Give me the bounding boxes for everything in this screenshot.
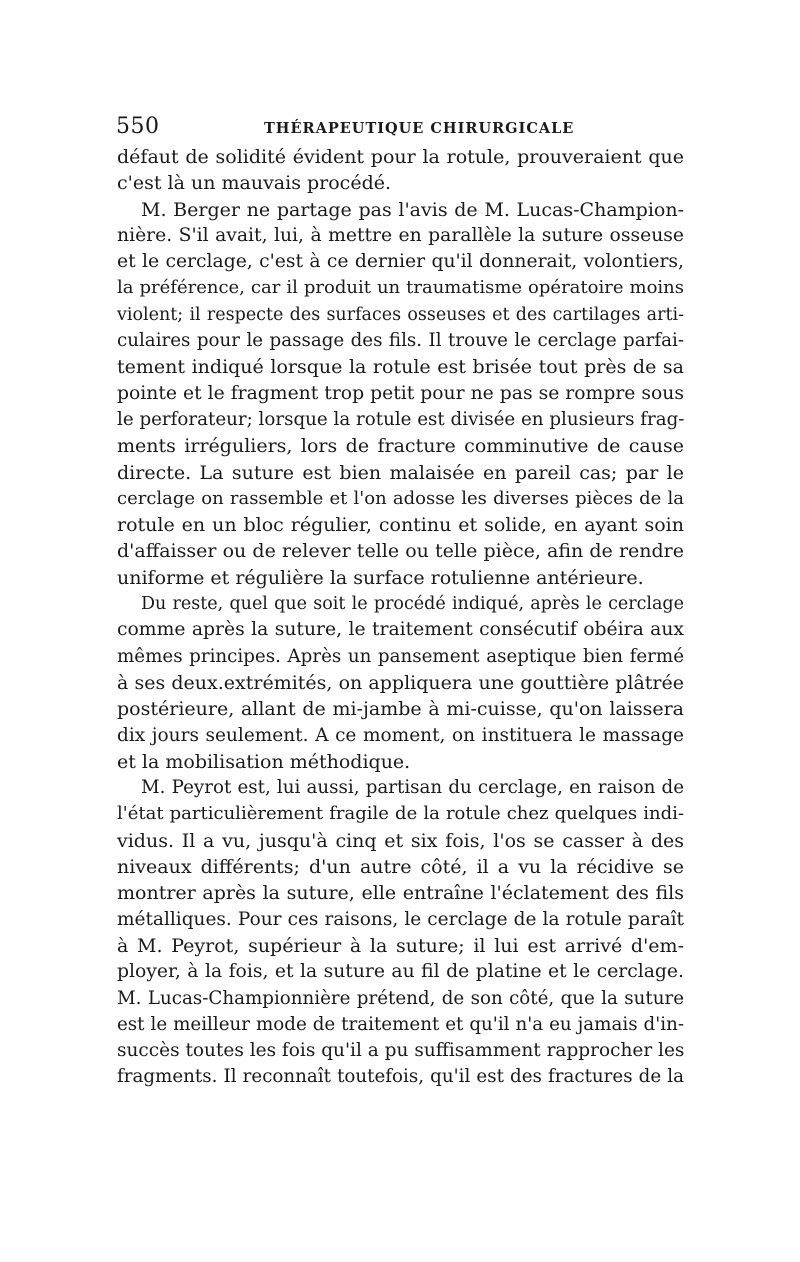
text-line: mêmes principes. Après un pansement aseptique bien fermé <box>117 645 684 667</box>
text-line: Du reste, quel que soit le procédé indiqué, après le cerclage <box>141 594 684 615</box>
running-head <box>116 114 684 144</box>
text-line: à M. Peyrot, supérieur à la suture; il lui est arrivé d'em- <box>117 934 684 957</box>
text-line: ployer, à la fois, et la suture au fil de platine et le cerclage. <box>117 961 684 983</box>
text-line: l'état particulièrement fragile de la rotule chez quelques indi- <box>117 803 684 825</box>
text-line: est le meilleur mode de traitement et qu'il n'a eu jamais d'in- <box>117 1013 684 1035</box>
text-line: postérieure, allant de mi-jambe à mi-cuisse, qu'on laissera <box>117 698 684 721</box>
text-line: M. Berger ne partage pas l'avis de M. Lucas-Champion- <box>141 198 684 221</box>
text-line: culaires pour le passage des fils. Il trouve le cerclage parfai- <box>117 330 684 352</box>
text-line: montrer après la suture, elle entraîne l'éclatement des fils <box>117 882 684 905</box>
text-line: la préférence, car il produit un traumatisme opératoire moins <box>117 277 684 299</box>
text-line: à ses deux.extrémités, on appliquera une gouttière plâtrée <box>117 671 684 694</box>
text-line: tement indiqué lorsque la rotule est brisée tout près de sa <box>117 356 684 379</box>
text-line: vidus. Il a vu, jusqu'à cinq et six fois, l'os se casser à des <box>117 829 684 852</box>
text-line: c'est là un mauvais procédé. <box>117 172 392 195</box>
text-line: défaut de solidité évident pour la rotule, prouveraient que <box>117 146 684 168</box>
text-line: cerclage on rassemble et l'on adosse les diverses pièces de la <box>117 487 684 509</box>
body-text <box>117 144 684 1091</box>
text-line: métalliques. Pour ces raisons, le cerclage de la rotule paraît <box>117 908 684 930</box>
text-line: comme après la suture, le traitement consécutif obéira aux <box>117 619 684 641</box>
text-line: niveaux différents; d'un autre côté, il a vu la récidive se <box>117 856 684 879</box>
text-line: et le cerclage, c'est à ce dernier qu'il donnerait, volontiers, <box>117 251 684 273</box>
text-line: le perforateur; lorsque la rotule est divisée en plusieurs frag- <box>117 408 685 430</box>
text-line: pointe et le fragment trop petit pour ne pas se rompre sous <box>117 382 684 404</box>
text-line: uniforme et régulière la surface rotulienne antérieure. <box>117 566 644 589</box>
page-number: 550 <box>116 114 160 139</box>
text-line: violent; il respecte des surfaces osseuses et des cartilages arti- <box>117 304 684 325</box>
text-line: succès toutes les fois qu'il a pu suffisamment rapprocher les <box>117 1040 685 1062</box>
text-line: nière. S'il avait, lui, à mettre en parallèle la suture osseuse <box>117 224 684 246</box>
text-line: dix jours seulement. A ce moment, on instituera le massage <box>117 724 684 746</box>
text-line: et la mobilisation méthodique. <box>117 750 411 773</box>
text-line: fragments. Il reconnaît toutefois, qu'il est des fractures de la <box>117 1066 684 1088</box>
text-line: ments irréguliers, lors de fracture comminutive de cause <box>117 435 684 458</box>
running-title: THÉRAPEUTIQUE CHIRURGICALE <box>264 120 575 137</box>
text-line: directe. La suture est bien malaisée en pareil cas; par le <box>117 461 684 484</box>
text-line: d'affaisser ou de relever telle ou telle pièce, afin de rendre <box>117 540 684 563</box>
text-line: M. Peyrot est, lui aussi, partisan du cerclage, en raison de <box>141 777 684 799</box>
text-line: M. Lucas-Championnière prétend, de son côté, que la suture <box>117 987 684 1009</box>
text-line: rotule en un bloc régulier, continu et solide, en ayant soin <box>117 514 684 537</box>
